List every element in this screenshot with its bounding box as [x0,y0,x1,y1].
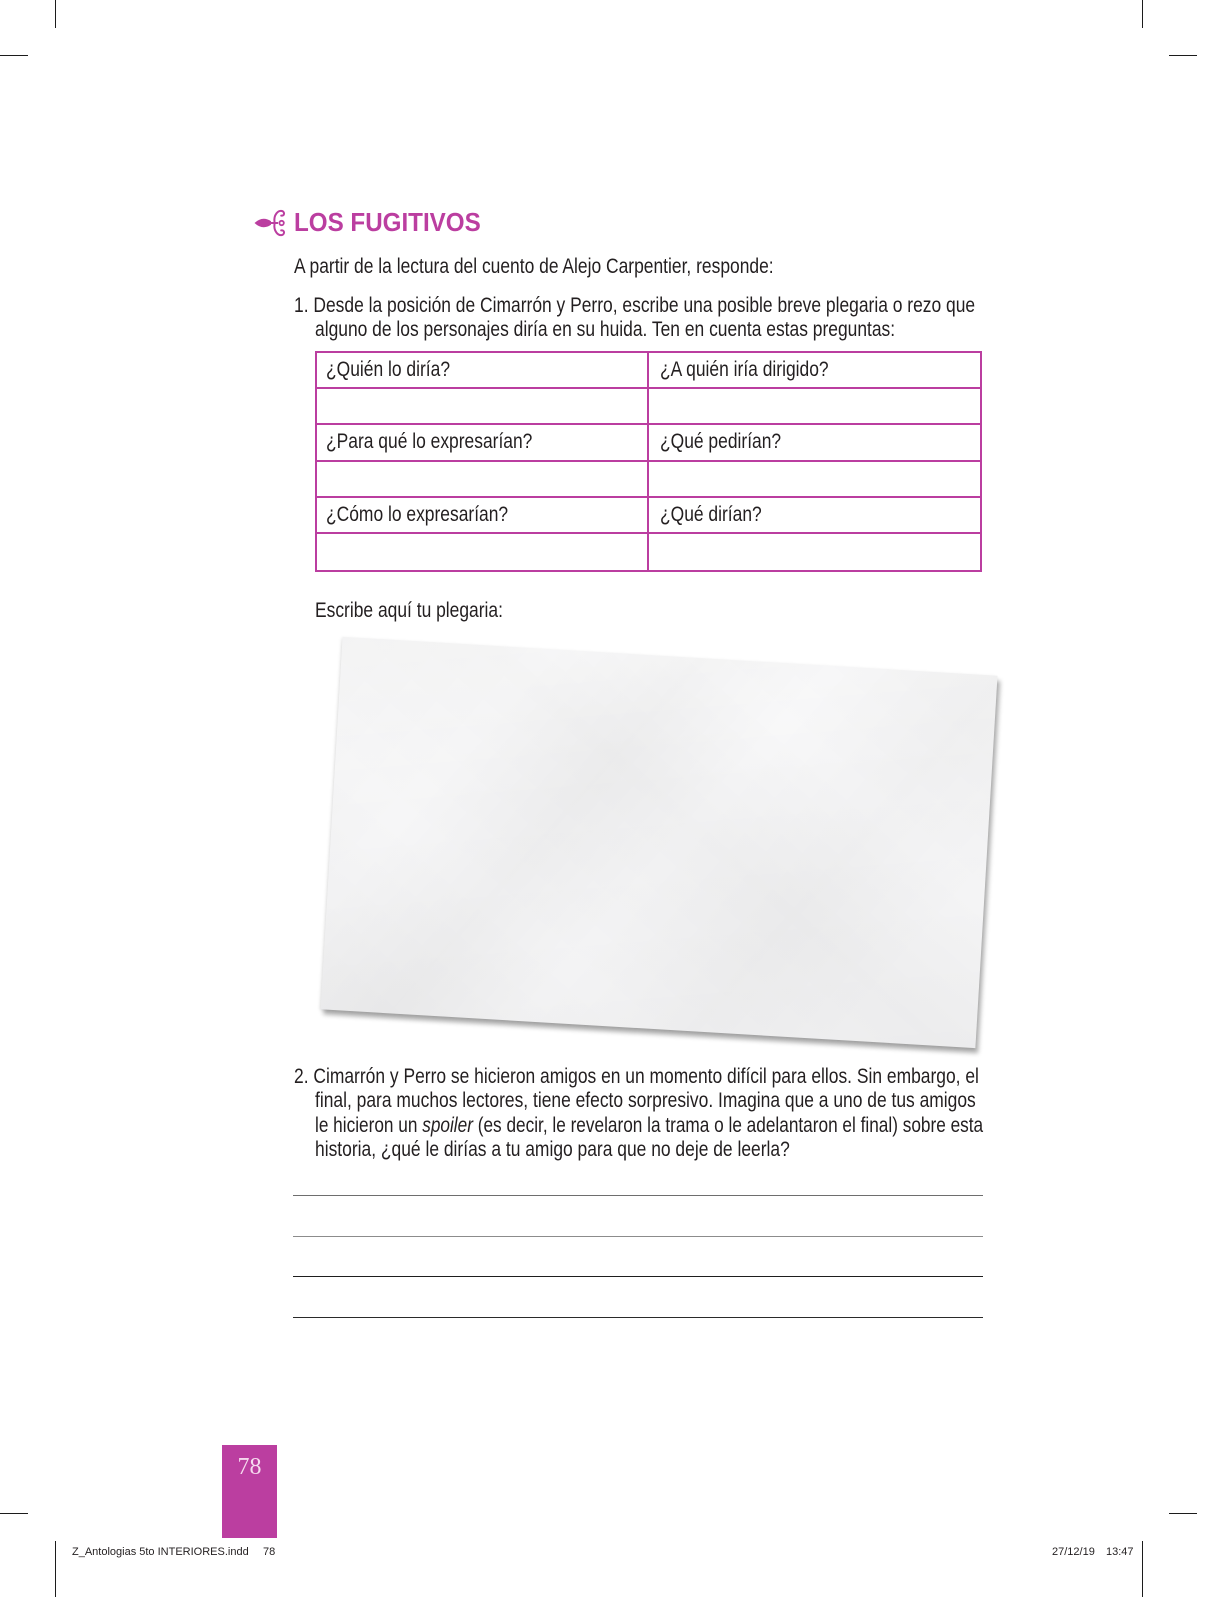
answer-line [293,1236,983,1237]
answer-line [293,1276,983,1277]
table-cell [317,425,649,461]
intro-text: A partir de la lectura del cuento de Alejo Carpentier, responde: [294,255,774,278]
crop-mark [0,1513,28,1514]
question-label: ¿Quién lo diría? [326,358,451,382]
file-name: Z_Antologias 5to INTERIORES.indd [72,1546,249,1558]
answer-line [293,1195,983,1196]
crop-mark [1142,0,1143,28]
question-2-line: historia, ¿qué le dirías a tu amigo para que no deje de leerla? [315,1138,790,1161]
crop-mark [1169,1513,1197,1514]
question-label: ¿Qué pedirían? [660,430,782,454]
page-number-tab [222,1445,277,1538]
crop-mark [55,0,56,28]
question-1-line: alguno de los personajes diría en su huida. Ten en cuenta estas preguntas: [315,318,896,341]
question-label: ¿Cómo lo expresarían? [326,502,509,526]
table-cell [649,498,980,534]
answer-line [293,1317,983,1318]
crop-mark [0,55,28,56]
answer-cell [317,389,649,425]
table-cell [317,353,649,389]
guide-questions-table [315,351,982,572]
question-label: ¿A quién iría dirigido? [660,358,829,382]
ornament-icon [253,204,287,242]
question-label: ¿Para qué lo expresarían? [326,430,533,454]
writing-prompt: Escribe aquí tu plegaria: [315,599,503,622]
print-date: 27/12/19 [1052,1546,1095,1558]
answer-cell [649,462,980,498]
table-cell [317,498,649,534]
question-2-line: 2. Cimarrón y Perro se hicieron amigos en un momento difícil para ellos. Sin embargo, el [294,1065,979,1088]
table-cell [649,425,980,461]
question-2-text: (es decir, le revelaron la trama o le adelantaron el final) sobre esta [472,1114,984,1137]
question-2-line: final, para muchos lectores, tiene efecto sorpresivo. Imagina que a uno de tus amigos [315,1089,976,1112]
writing-paper-image [321,636,998,1047]
table-cell [649,353,980,389]
question-2-line [315,1114,983,1138]
section-title: LOS FUGITIVOS [294,207,481,237]
answer-cell [317,462,649,498]
page-number: 78 [237,1454,262,1480]
answer-cell [317,534,649,570]
print-time: 13:47 [1106,1546,1134,1558]
answer-cell [649,534,980,570]
question-label: ¿Qué dirían? [660,502,762,526]
crop-mark [1142,1541,1143,1597]
question-1-line: 1. Desde la posición de Cimarrón y Perro, escribe una posible breve plegaria o rezo que [294,294,976,317]
italic-term: spoiler [422,1114,473,1137]
answer-cell [649,389,980,425]
crop-mark [55,1541,56,1597]
crop-mark [1169,55,1197,56]
file-page-number: 78 [263,1546,276,1558]
question-2-text: le hicieron un [315,1114,423,1137]
